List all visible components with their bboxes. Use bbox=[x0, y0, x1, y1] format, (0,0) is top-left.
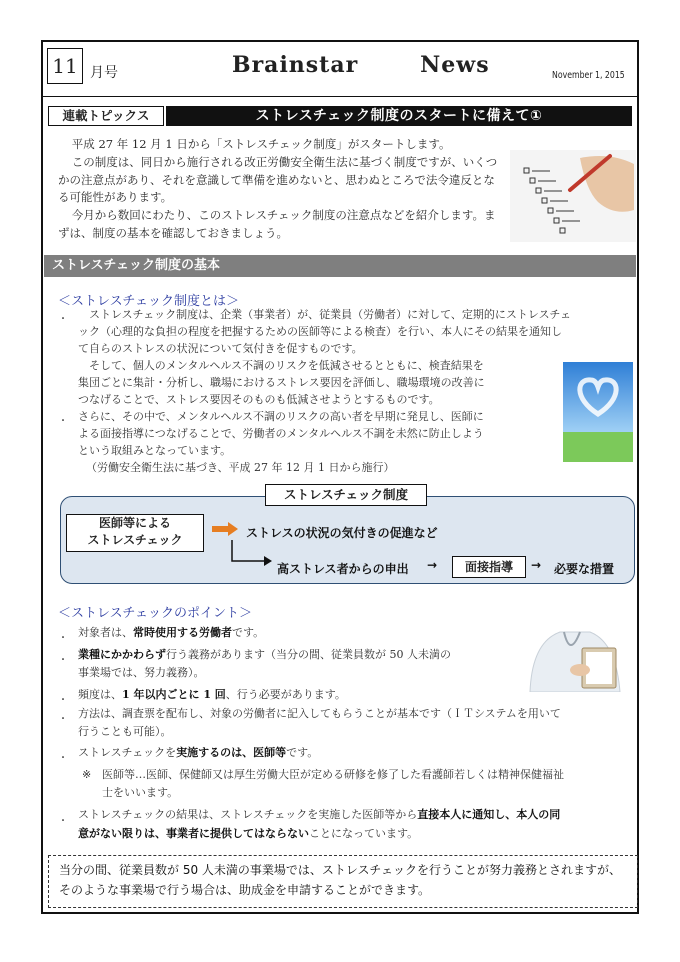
subsidy-note-line: そのような事業場で行う場合は、助成金を申請することができます。 bbox=[59, 883, 431, 897]
diagram-title: ストレスチェック制度 bbox=[265, 484, 427, 506]
issue-number: 11 bbox=[47, 48, 83, 84]
header-rule bbox=[41, 96, 639, 97]
issue-label: 月号 bbox=[90, 65, 118, 81]
checklist-pen-illustration bbox=[510, 150, 636, 242]
point-text: 対象者は、常時使用する労働者です。 bbox=[78, 626, 265, 639]
section-heading: ストレスチェック制度の基本 bbox=[44, 255, 636, 277]
orange-arrow-icon bbox=[212, 522, 238, 536]
text-line: よる面接指導につなげることで、労働者のメンタルヘルス不調を未然に防止しよう bbox=[78, 427, 484, 440]
serial-label: 連載トピックス bbox=[48, 106, 164, 126]
text-line: て自らのストレスの状況について気付きを促すものです。 bbox=[78, 342, 363, 355]
newsletter-title: Brainstar News bbox=[232, 52, 490, 78]
intro-paragraph: この制度は、同日から施行される改正労働安全衛生法に基づく制度ですが、いくつかの注意点があり、それを意識して準備を進めないと、思わぬところで法令違反となる可能性があります。 bbox=[58, 154, 498, 205]
intro-paragraph: 平成 27 年 12 月 1 日から「ストレスチェック制度」がスタートします。 bbox=[71, 137, 451, 151]
subheading-what-is: ＜ストレスチェック制度とは＞ bbox=[58, 294, 239, 309]
bullet: ・ bbox=[58, 633, 68, 644]
diagram-left-box bbox=[66, 514, 204, 552]
bullet: ・ bbox=[58, 695, 68, 706]
point-text: 頻度は、1 年以内ごとに 1 回、行う必要があります。 bbox=[78, 688, 346, 701]
diagram-step-measures: 必要な措置 bbox=[554, 562, 615, 576]
diagram-left-line: 医師等による bbox=[98, 516, 171, 530]
text-line: さらに、その中で、メンタルヘルス不調のリスクの高い者を早期に発見し、医師に bbox=[78, 410, 484, 423]
text-line: という取組みとなっています。 bbox=[78, 444, 232, 457]
note-text: 士をいいます。 bbox=[102, 786, 179, 799]
diagram-step-interview: 面接指導 bbox=[452, 556, 526, 578]
point-text: ストレスチェックを実施するのは、医師等です。 bbox=[78, 746, 319, 759]
subheading-points: ＜ストレスチェックのポイント＞ bbox=[58, 606, 252, 621]
bullet: ・ bbox=[58, 753, 68, 764]
point-text: 業種にかかわらず行う義務があります（当分の間、従業員数が 50 人未満の bbox=[78, 648, 451, 661]
diagram-awareness-label: ストレスの状況の気付きの促進など bbox=[246, 526, 438, 540]
point-text: 事業場では、努力義務）。 bbox=[78, 666, 205, 679]
bullet: ・ bbox=[58, 655, 68, 666]
article-title: ストレスチェック制度のスタートに備えて① bbox=[166, 106, 632, 126]
arrow-icon: → bbox=[427, 558, 438, 572]
bullet: ・ bbox=[58, 314, 68, 325]
diagram-step-request: 高ストレス者からの申出 bbox=[277, 562, 409, 576]
bent-arrow-icon bbox=[226, 540, 272, 568]
point-text: ストレスチェックの結果は、ストレスチェックを実施した医師等から直接本人に通知し、本人の同 bbox=[78, 808, 561, 821]
diagram-left-line: ストレスチェック bbox=[87, 533, 183, 547]
text-line: ストレスチェック制度は、企業（事業者）が、従業員（労働者）に対して、定期的にストレスチェ bbox=[89, 308, 572, 321]
subsidy-note-line: 当分の間、従業員数が 50 人未満の事業場では、ストレスチェックを行うことが努力義務とされますが、 bbox=[59, 863, 621, 877]
note-text: 医師等…医師、保健師又は厚生労働大臣が定める研修を修了した看護師若しくは精神保健福祉 bbox=[102, 768, 564, 781]
intro-paragraph: 今月から数回にわたり、このストレスチェック制度の注意点などを紹介します。まずは、制度の基本を確認しておきましょう。 bbox=[58, 208, 496, 240]
subsidy-note bbox=[48, 855, 638, 908]
heart-cloud-illustration bbox=[563, 362, 633, 462]
point-text: 意がない限りは、事業者に提供してはならないことになっています。 bbox=[78, 827, 419, 840]
text-line: つなげることで、ストレス要因そのものも低減させようとするものです。 bbox=[78, 393, 440, 406]
point-text: 行うことも可能）。 bbox=[78, 725, 172, 738]
arrow-icon: → bbox=[531, 558, 542, 572]
text-line: 集団ごとに集計・分析し、職場におけるストレス要因を評価し、職場環境の改善に bbox=[78, 376, 485, 389]
bullet: ・ bbox=[58, 816, 68, 827]
text-line: そして、個人のメンタルヘルス不調のリスクを低減させるとともに、検査結果を bbox=[89, 359, 484, 372]
law-note: （労働安全衛生法に基づき、平成 27 年 12 月 1 日から施行） bbox=[86, 461, 395, 474]
point-text: 方法は、調査票を配布し、対象の労働者に記入してもらうことが基本です（ＩＴシステムを用いて bbox=[78, 707, 561, 720]
note-mark: ※ bbox=[82, 768, 92, 781]
bullet: ・ bbox=[58, 416, 68, 427]
bullet: ・ bbox=[58, 714, 68, 725]
text-line: ック（心理的な負担の程度を把握するための医師等による検査）を行い、本人にその結果を通知し bbox=[78, 325, 562, 338]
issue-date: November 1, 2015 bbox=[552, 70, 625, 81]
intro-text bbox=[58, 136, 498, 243]
